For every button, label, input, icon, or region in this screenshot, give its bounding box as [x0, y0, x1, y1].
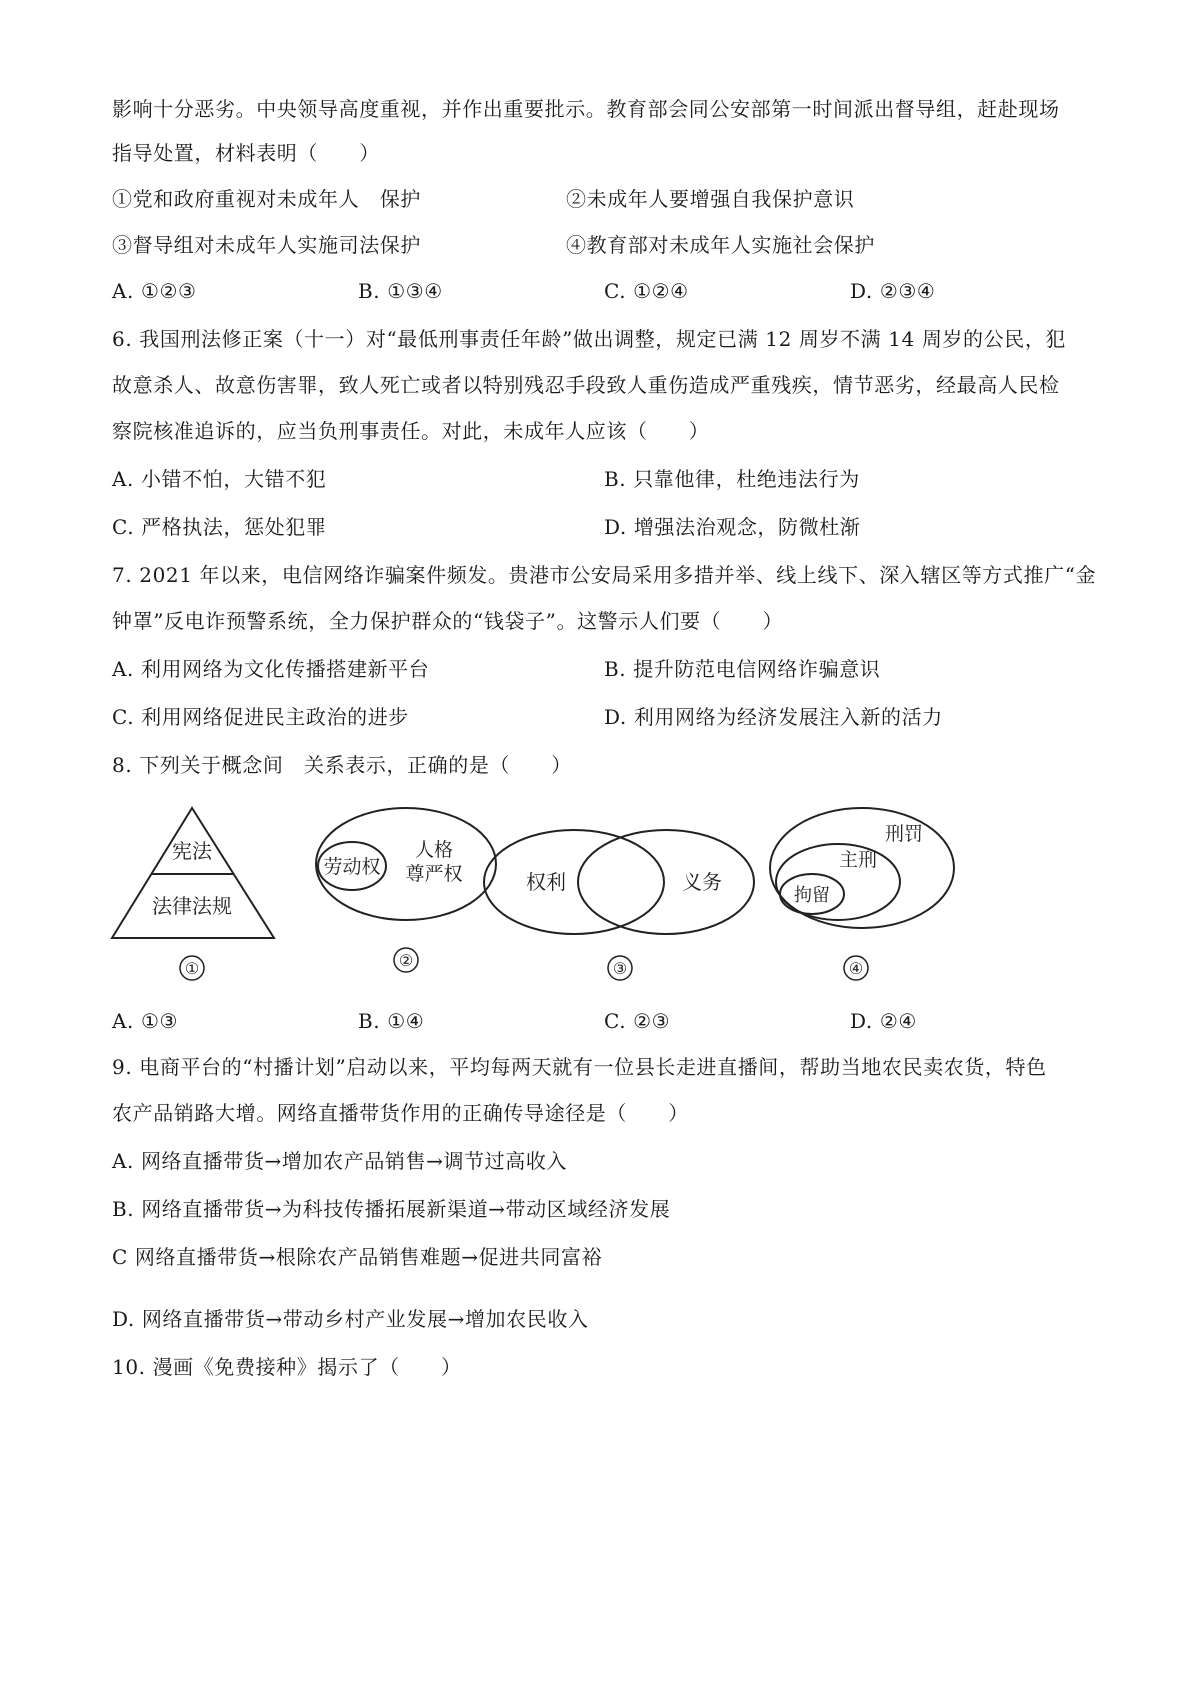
middle-set-label: 主刑	[838, 849, 878, 871]
q6-stem-line-1: 6. 我国刑法修正案（十一）对“最低刑事责任年龄”做出调整，规定已满 12 周岁不满 14 周岁的公民，犯	[112, 327, 1067, 351]
right-set-label: 义务	[682, 870, 722, 894]
q9-stem-line-2: 农产品销路大增。网络直播带货作用的正确传导途径是（ ）	[112, 1101, 689, 1125]
q7-option-d[interactable]: D. 利用网络为经济发展注入新的活力	[604, 705, 943, 729]
q5-option-b[interactable]: B. ①③④	[358, 279, 443, 303]
q8-option-a[interactable]: A. ①③	[112, 1009, 179, 1033]
q5-option-a[interactable]: A. ①②③	[112, 279, 197, 303]
q8-option-b[interactable]: B. ①④	[358, 1009, 425, 1033]
q8-stem: 8. 下列关于概念间 关系表示，正确的是（ ）	[112, 753, 572, 777]
q9-option-c[interactable]: C 网络直播带货→根除农产品销售难题→促进共同富裕	[112, 1245, 603, 1269]
q6-option-b[interactable]: B. 只靠他律，杜绝违法行为	[604, 467, 860, 491]
outer-set-label-line-2: 尊严权	[405, 863, 463, 885]
q7-stem-line-2: 钟罩”反电诈预警系统，全力保护群众的“钱袋子”。这警示人们要（ ）	[112, 609, 784, 633]
figure-1-number: ①	[184, 959, 200, 978]
q9-stem-line-1: 9. 电商平台的“村播计划”启动以来，平均每两天就有一位县长走进直播间，帮助当地农民卖农货，特色	[112, 1055, 1047, 1079]
q9-option-b[interactable]: B. 网络直播带货→为科技传播拓展新渠道→带动区域经济发展	[112, 1197, 671, 1221]
q9-option-d[interactable]: D. 网络直播带货→带动乡村产业发展→增加农民收入	[112, 1307, 589, 1331]
q7-option-a[interactable]: A. 利用网络为文化传播搭建新平台	[112, 657, 430, 681]
left-ellipse	[484, 830, 664, 934]
figure-1-pyramid	[112, 808, 274, 980]
q9-option-a[interactable]: A. 网络直播带货→增加农产品销售→调节过高收入	[112, 1149, 568, 1173]
q6-stem-line-2: 故意杀人、故意伤害罪，致人死亡或者以特别残忍手段致人重伤造成严重残疾，情节恶劣，经最高人民检	[112, 373, 1060, 397]
outer-set-label-line-1: 人格	[414, 839, 454, 861]
inner-set-label: 拘留	[794, 885, 830, 906]
right-ellipse	[578, 830, 754, 934]
figure-2-nested-sets	[316, 808, 496, 972]
figure-3-overlapping-sets	[484, 830, 754, 980]
q6-option-a[interactable]: A. 小错不怕，大错不犯	[112, 467, 327, 491]
q8-concept-diagrams	[104, 806, 1024, 986]
outer-set-label: 刑罚	[884, 823, 924, 845]
q5-item-1: ①党和政府重视对未成年人 保护	[112, 187, 421, 211]
pyramid-top-label: 宪法	[172, 839, 212, 863]
q8-option-d[interactable]: D. ②④	[850, 1009, 917, 1033]
q5-item-4: ④教育部对未成年人实施社会保护	[566, 233, 875, 257]
figure-2-number: ②	[398, 951, 414, 970]
inner-set-label: 劳动权	[323, 856, 381, 878]
figure-3-number: ③	[612, 959, 628, 978]
q6-stem-line-3: 察院核准追诉的，应当负刑事责任。对此，未成年人应该（ ）	[112, 419, 710, 443]
q5-item-3: ③督导组对未成年人实施司法保护	[112, 233, 421, 257]
q5-option-c[interactable]: C. ①②④	[604, 279, 689, 303]
q5-item-2: ②未成年人要增强自我保护意识	[566, 187, 855, 211]
q10-stem: 10. 漫画《免费接种》揭示了（ ）	[112, 1355, 462, 1379]
figure-4-nested-sets	[770, 808, 954, 980]
q5-stem-line-2: 指导处置，材料表明（ ）	[112, 141, 380, 165]
left-set-label: 权利	[526, 870, 566, 894]
q6-option-d[interactable]: D. 增强法治观念，防微杜渐	[604, 515, 861, 539]
q7-stem-line-1: 7. 2021 年以来，电信网络诈骗案件频发。贵港市公安局采用多措并举、线上线下、深入辖区等方式推广“金	[112, 563, 1097, 587]
figure-4-number: ④	[848, 959, 864, 978]
pyramid-bottom-label: 法律法规	[152, 894, 232, 918]
q7-option-b[interactable]: B. 提升防范电信网络诈骗意识	[604, 657, 881, 681]
q6-option-c[interactable]: C. 严格执法，惩处犯罪	[112, 515, 327, 539]
q5-option-d[interactable]: D. ②③④	[850, 279, 936, 303]
q7-option-c[interactable]: C. 利用网络促进民主政治的进步	[112, 705, 409, 729]
q5-stem-line-1: 影响十分恶劣。中央领导高度重视，并作出重要批示。教育部会同公安部第一时间派出督导组，赶赴现场	[112, 97, 1060, 121]
q8-option-c[interactable]: C. ②③	[604, 1009, 671, 1033]
